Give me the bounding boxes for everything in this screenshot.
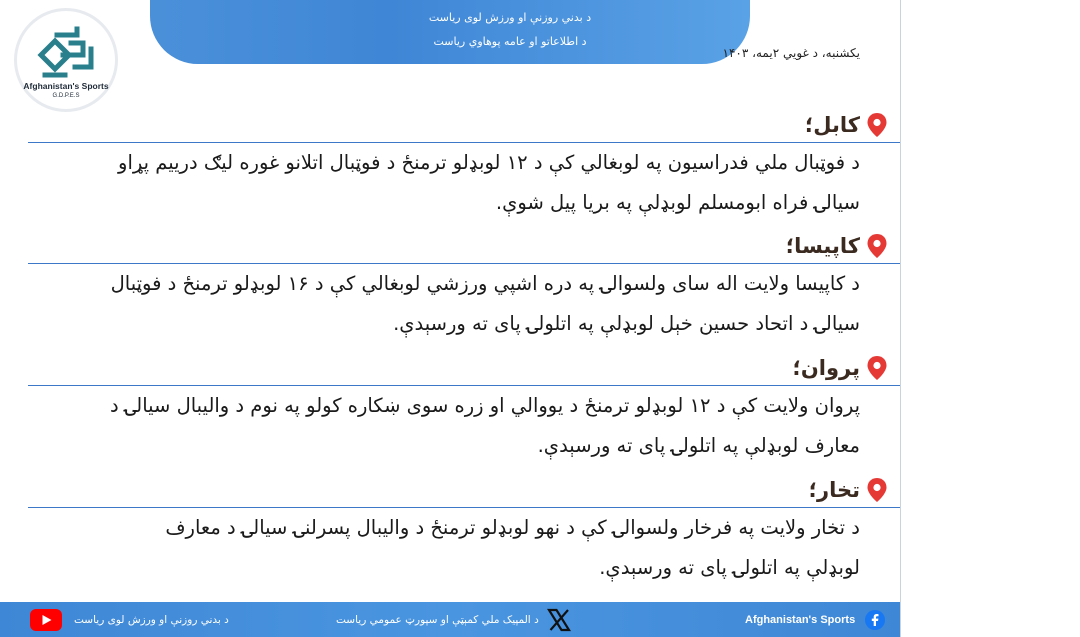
body-line: معارف لوبډلې په اتلولۍ پای ته ورسېدې. (537, 434, 860, 457)
header-line-1: د بدني روزنې او ورزش لوی ریاست (428, 11, 592, 24)
section-title (28, 473, 888, 507)
youtube-label: د بدني روزنې او ورزش لوی ریاست (74, 613, 229, 626)
x-icon (547, 608, 571, 632)
footer-facebook[interactable] (745, 602, 885, 637)
section-title (28, 351, 888, 385)
section-body (28, 386, 888, 466)
footer-youtube[interactable] (30, 602, 229, 637)
location-pin-icon (866, 112, 888, 138)
date-line: یکشنبه، د غویي ۲یمه، ۱۴۰۳ (722, 46, 860, 60)
section-takhar (28, 473, 888, 588)
section-body (28, 264, 888, 344)
header-line-2: د اطلاعاتو او عامه پوهاوي ریاست (433, 35, 587, 48)
gdpes-logo (14, 8, 118, 112)
body-line: د کاپیسا ولایت اله سای ولسوالۍ په دره اشپي ورزشي لوبغالي کې د ۱۶ لوبډلو ترمنځ د فوټبال (110, 272, 860, 295)
location-pin-icon (866, 355, 888, 381)
section-parwan (28, 351, 888, 466)
body-line: د فوټبال ملي فدراسیون په لوبغالي کې د ۱۲ لوبډلو ترمنځ د فوټبال اتلانو غوره لیګ درییم پړاو (118, 151, 860, 174)
logo-name: Afghanistan's Sports (23, 81, 109, 91)
section-body (28, 143, 888, 223)
body-line: سیالۍ د اتحاد حسین خېل لوبډلې په اتلولۍ پای ته ورسېدې. (393, 312, 860, 335)
gdpes-logo-icon (35, 25, 97, 81)
footer-bar (0, 602, 901, 637)
logo-subtitle: G.D.P.E.S (52, 93, 80, 99)
section-kabul (28, 108, 888, 223)
youtube-icon (30, 609, 62, 631)
section-title (28, 108, 888, 142)
section-title-text: تخار؛ (808, 478, 860, 502)
footer-x[interactable] (336, 602, 571, 637)
header-banner (150, 0, 750, 64)
section-title (28, 229, 888, 263)
x-label: د المپیک ملي کمېټې او سپورټ عمومي ریاست (336, 613, 539, 626)
section-title-text: پروان؛ (792, 356, 860, 380)
section-body (28, 508, 888, 588)
location-pin-icon (866, 233, 888, 259)
section-title-text: کاپیسا؛ (785, 234, 860, 258)
body-line: پروان ولایت کې د ۱۲ لوبډلو ترمنځ د یووالي او زره سوی ښکاره کولو په نوم د والیبال سیالۍ د (109, 394, 860, 417)
body-line: لوبډلې په اتلولۍ پای ته ورسېدې. (599, 556, 860, 579)
facebook-label: Afghanistan's Sports (745, 613, 856, 626)
body-line: سیالۍ فراه ابومسلم لوبډلې په بریا پیل شوې. (495, 191, 860, 214)
body-line: د تخار ولایت په فرخار ولسوالۍ کې د نهو لوبډلو ترمنځ د والیبال پسرلنۍ سیالۍ د معارف (165, 516, 860, 539)
section-kapisa (28, 229, 888, 344)
section-title-text: کابل؛ (804, 113, 860, 137)
facebook-icon (865, 610, 885, 630)
location-pin-icon (866, 477, 888, 503)
